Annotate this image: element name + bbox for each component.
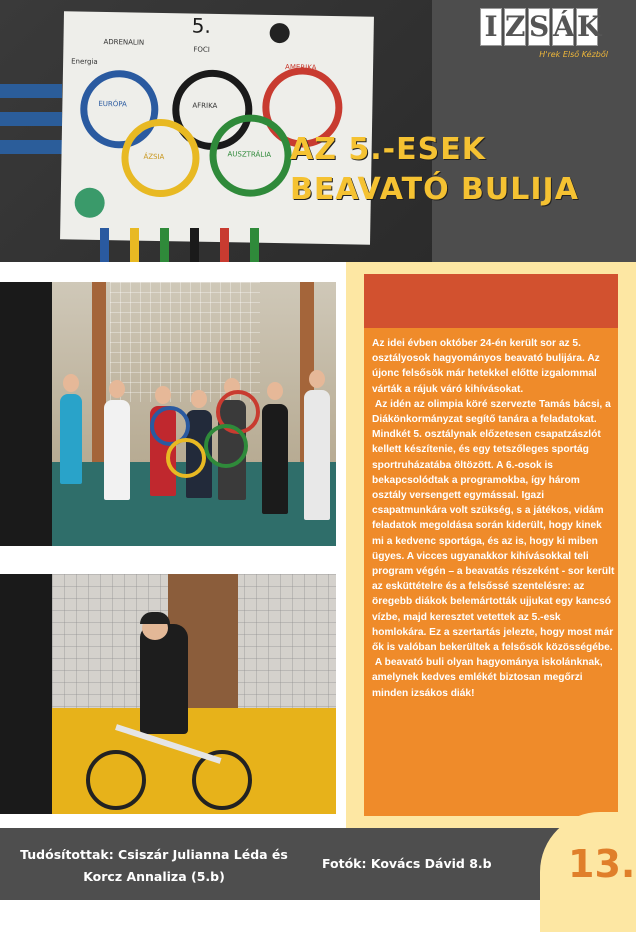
cyclist-figure [140, 624, 188, 734]
article-paragraph: Az idei évben október 24-én került sor az 5. osztályosok hagyományos beavató bulijára. Az újonc felsősök már hetekkel előtte izgalommal várták a rájuk váró kihívásokat. [372, 338, 603, 395]
student-head [155, 386, 171, 404]
poster-rail-decoration [0, 112, 62, 126]
fringe-decoration [100, 228, 109, 262]
izsak-logo [480, 8, 622, 62]
poster-label-ausztralia: AUSZTRÁLIA [227, 150, 272, 159]
title-line-2: BEAVATÓ BULIJA [290, 172, 579, 207]
poster-label-number: 5. [191, 13, 212, 38]
photo-frame-bar [0, 574, 52, 814]
reporters-credit [14, 844, 294, 888]
globe-drawing [74, 188, 105, 219]
helmet-icon [140, 612, 170, 624]
article-paragraph: A beavató buli olyan hagyománya iskolánknak, amelynek kedves emlékét biztosan megőrzi minden izsákos diák! [372, 657, 606, 699]
poster-label-europa: EURÓPA [98, 99, 127, 109]
logo-tagline: H'rek Első Kézből [539, 50, 608, 59]
article-body [372, 336, 616, 701]
article-header-block [364, 274, 618, 328]
student-head [309, 370, 325, 388]
student-head [267, 382, 283, 400]
yellow-hoop [166, 438, 206, 478]
page-title [290, 130, 630, 210]
photo-frame-bar [0, 282, 52, 546]
poster-label-energia: Energia [71, 57, 98, 66]
student-figure [104, 400, 130, 500]
reporters-line-2: Korcz Annaliza (5.b) [83, 869, 225, 884]
reporters-line-1: Tudósítottak: Csiszár Julianna Léda és [20, 847, 288, 862]
logo-letter: S [528, 8, 550, 46]
title-line-1: AZ 5.-ESEK [290, 132, 486, 167]
photos-credit: Fotók: Kovács Dávid 8.b [322, 856, 492, 871]
article-paragraph: Az idén az olimpia köré szervezte Tamás bácsi, a Diákönkormányzat segítő tanára a feladatokat. Mindkét 5. osztálynak előzetesen csapatzászlót kellett készítenie, és egy tetszőleges sportág sportruházatába öltözött. A 6.-osok is bekapcsolódtak a programokba, így három osztály versengett egymással. Igazi csapatmunkára volt szükség, s a játékos, vidám feladatok megoldása során kiderült, hogy kinek mi a kedvenc sportága, és az is, hogy ki miben ügyes. A vicces ugyanakkor kihívásokkal teli program végén – a beavatás részeként - sor került az esküttételre és a felsőssé szentelésre: az öregebb diákok belemártották ujjukat egy kancsó vízbe, majd keresztet vetettek az 5.-esk homlokára. Ez a szertartás jelezte, hogy most már ők is valóban bekerültek a felsősök közösségébe. [372, 398, 618, 654]
poster-label-foci: FOCI [193, 45, 210, 54]
poster-label-amerika: AMERIKA [285, 63, 317, 72]
student-figure [60, 394, 82, 484]
fringe-decoration [160, 228, 169, 262]
page-number: 13. [568, 842, 636, 886]
logo-letter: Á [552, 8, 574, 46]
green-hoop [204, 424, 248, 468]
poster-label-adrenalin: ADRENALIN [103, 38, 145, 47]
fringe-decoration [250, 228, 259, 262]
header-banner [0, 0, 636, 262]
fringe-decoration [220, 228, 229, 262]
student-head [63, 374, 79, 392]
student-figure [304, 390, 330, 520]
student-figure [262, 404, 288, 514]
poster-rail-decoration [0, 140, 62, 154]
student-head [109, 380, 125, 398]
logo-letter: I [480, 8, 502, 46]
poster-rail-decoration [0, 84, 62, 98]
logo-letter: Z [504, 8, 526, 46]
logo-letter: K [576, 8, 598, 46]
student-head [191, 390, 207, 408]
fringe-decoration [190, 228, 199, 262]
logo-letters [480, 8, 622, 46]
fringe-decoration [130, 228, 139, 262]
poster-label-afrika: AFRIKA [192, 101, 218, 111]
bike-wheel [192, 750, 252, 810]
ball-drawing [269, 23, 289, 43]
poster-label-azsia: ÁZSIA [143, 152, 165, 162]
bike-wheel [86, 750, 146, 810]
